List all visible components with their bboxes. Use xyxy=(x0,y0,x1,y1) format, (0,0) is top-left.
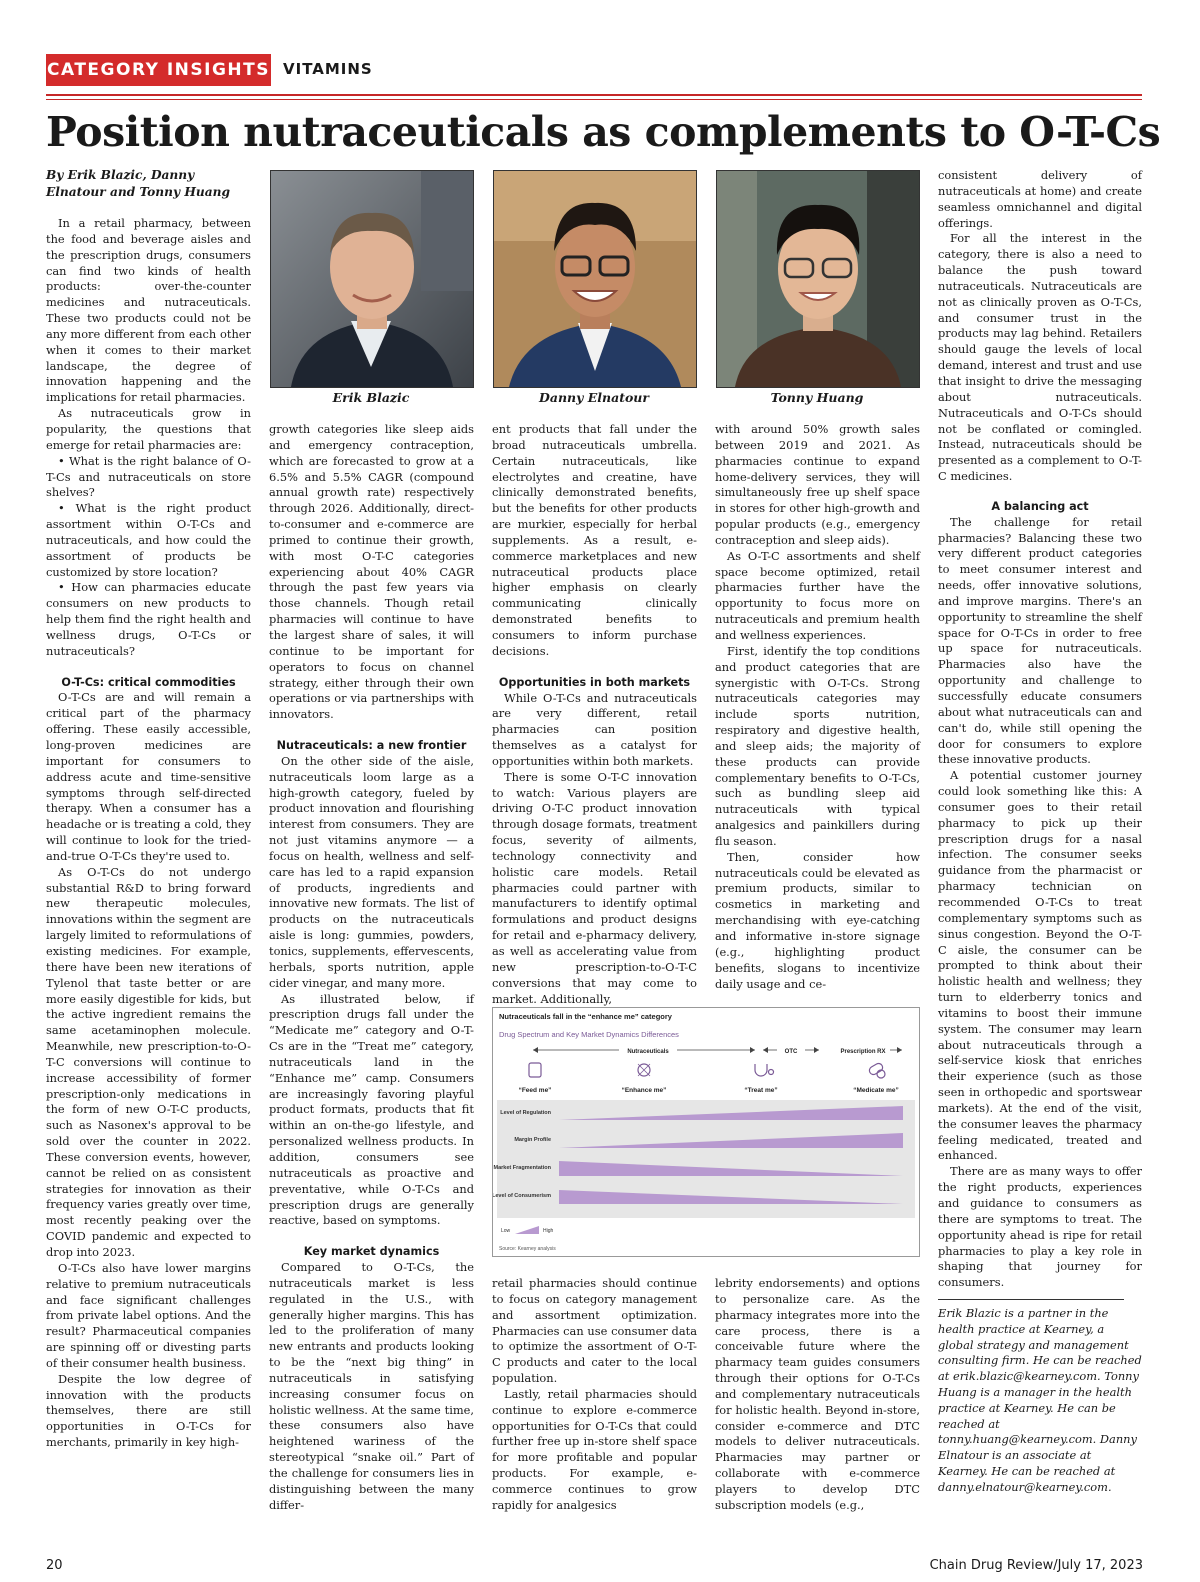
column-3 xyxy=(492,422,697,1007)
paragraph: consistent delivery of nutraceuticals at home) and create seamless omnichannel and digital offerings. xyxy=(938,168,1142,230)
subhead: Key market dynamics xyxy=(303,1245,440,1259)
row-label: Margin Profile xyxy=(514,1137,551,1143)
paragraph: While O-T-Cs and nutraceuticals are very different, retail pharmacies can position themselves as a catalyst for opportunities within both markets. xyxy=(492,690,697,768)
figure-chart xyxy=(492,1007,920,1257)
figure-subtitle: Drug Spectrum and Key Market Dynamics Differences xyxy=(499,1030,679,1039)
paragraph: As illustrated below, if prescription drugs fall under the “Medicate me” category and O-T-Cs are in the “Treat me” category, nutraceuticals land in the “Enhance me” camp. Consumers are increasingly favoring playful product formats, products that fit within an on-the-go lifestyle, and personalized wellness products. In addition, consumers see nutraceuticals as proactive and preventative, while O-T-Cs and prescription drugs are generally reactive, based on symptoms. xyxy=(269,991,474,1228)
spectrum-rx: Prescription RX xyxy=(840,1049,886,1055)
legend-wedge xyxy=(515,1226,539,1234)
subhead: Opportunities in both markets xyxy=(498,675,691,689)
treat-me-icon xyxy=(755,1064,774,1076)
subhead: O-T-Cs: critical commodities xyxy=(61,675,236,689)
stage-label: “Medicate me” xyxy=(853,1087,899,1094)
section-label: VITAMINS xyxy=(283,60,373,78)
spectrum-nutraceuticals: Nutraceuticals xyxy=(627,1049,669,1055)
bullet-item: • What is the right balance of O-T-Cs and nutraceuticals on store shelves? xyxy=(46,453,251,500)
stage-label: “Feed me” xyxy=(518,1087,552,1094)
paragraph: O-T-Cs also have lower margins relative to premium nutraceuticals and face significant challenges from private label options. And the result? Pharmaceutical companies are spinning off or divesting parts of their consumer health business. xyxy=(46,1260,251,1370)
photo-danny-elnatour xyxy=(493,170,697,388)
paragraph: O-T-Cs are and will remain a critical part of the pharmacy offering. These easily accessible, long-proven medicines are important for consumers to address acute and time-sensitive symptoms through self-directed therapy. When a consumer has a headache or is treating a cold, they will continue to look for the tried-and-true O-T-Cs they're used to. xyxy=(46,690,251,863)
paragraph: growth categories like sleep aids and emergency contraception, which are forecasted to grow at a 6.5% and 5.5% CAGR (compound annual growth rate) respectively through 2026. Additionally, direct-to-consumer and e-commerce are primed to continue their growth, with most O-T-C categories experiencing about 40% CAGR through the past few years via those channels. Though retail pharmacies will continue to have the largest share of sales, it will continue to be important for operators to focus on channel strategy, either through their own operations or via partnerships with innovators. xyxy=(269,422,474,722)
bio-rule xyxy=(938,1299,1124,1300)
row-label: Level of Consumerism xyxy=(493,1193,551,1199)
paragraph: There is some O-T-C innovation to watch: Various players are driving O-T-C product innovation through dosage formats, treatment focus, severity of ailments, technology connectivity and holistic care models. Retail pharmacies could partner with manufacturers to identify optimal formulations and product designs for retail and e-pharmacy delivery, as well as accelerating value from new prescription-to-O-T-C conversions that may come to market. Additionally, xyxy=(492,769,697,1006)
bullet-item: • How can pharmacies educate consumers on new products to help them find the right health and wellness drugs, O-T-Cs or nutraceuticals? xyxy=(46,580,251,658)
column-4-lower xyxy=(715,1276,920,1514)
column-1 xyxy=(46,216,251,1451)
paragraph: On the other side of the aisle, nutraceuticals loom large as a high-growth category, fueled by product innovation and flourishing interest from consumers. They are not just vitamins anymore — a focus on health, wellness and self-care has led to a rapid expansion of products, ingredients and innovative new formats. The list of products on the nutraceuticals aisle is long: gummies, powders, tonics, supplements, effervescents, herbals, sports nutrition, apple cider vinegar, and many more. xyxy=(269,753,474,990)
column-4 xyxy=(715,422,920,992)
paragraph: lebrity endorsements) and options to personalize care. As the pharmacy integrates more into the care process, there is a conceivable future where the pharmacy team guides consumers through their options for O-T-Cs and complementary nutraceuticals for holistic health. Beyond in-store, consider e-commerce and DTC models to deliver nutraceuticals. Pharmacies may partner or collaborate with e-commerce players to develop DTC subscription models (e.g., xyxy=(715,1276,920,1512)
subhead: Nutraceuticals: a new frontier xyxy=(276,739,467,753)
spectrum-otc: OTC xyxy=(784,1049,798,1055)
author-bio: Erik Blazic is a partner in the health practice at Kearney, a global strategy and management consulting firm. He can be reached at erik.blazic@kearney.com. Tonny Huang is a manager in the health practice at Kearney. He can be reached at tonny.huang@kearney.com. Danny Elnatour is an associate at Kearney. He can be reached at danny.elnatour@kearney.com. xyxy=(938,1306,1142,1494)
paragraph: As O-T-Cs do not undergo substantial R&D to bring forward new therapeutic molecules, innovations within the segment are largely limited to reformulations of existing medicines. For example, there have been new iterations of Tylenol that taste better or are more easily digestible for kids, but the active ingredient remains the same acetaminophen molecule. Meanwhile, new prescription-to-O-T-C conversions will continue to increase accessibility of former prescription-only medications in the form of new O-T-C products, such as Nasonex's approval to be sold over the counter in 2022. These conversion events, however, cannot be relied on as consistent strategies for innovation as their frequency varies greatly over time, most recently peaking over the COVID pandemic and expected to drop into 2023. xyxy=(46,864,251,1259)
paragraph: Despite the low degree of innovation with the products themselves, there are still opportunities in O-T-Cs for merchants, primarily in key high- xyxy=(46,1371,251,1450)
paragraph: A potential customer journey could look something like this: A consumer goes to their retail pharmacy to pick up their prescription drugs for a nasal infection. The consumer seeks guidance from the pharmacist or pharmacy technician on recommended O-T-Cs to treat complementary symptoms such as sinus congestion. Beyond the O-T-C aisle, the consumer can be prompted to think about their holistic health and wellness; they turn to elderberry tonics and vitamins to boost their immune system. The consumer may learn about nutraceuticals through a self-service kiosk that enriches their experience (such as those seen in orthopedic and sportswear markets). At the end of the visit, the consumer leaves the pharmacy feeling medicated, treated and enhanced. xyxy=(938,768,1142,1163)
legend-high: High xyxy=(543,1228,554,1234)
figure-source: Source: Kearney analysis xyxy=(499,1246,556,1252)
header-rule xyxy=(46,94,1142,96)
figure-svg xyxy=(493,1008,919,1256)
paragraph: with around 50% growth sales between 2019 and 2021. As pharmacies continue to expand home-delivery services, they will simultaneously free up shelf space in stores for other high-growth and popular products (e.g., emergency contraception and sleep aids). xyxy=(715,422,920,547)
subhead: A balancing act xyxy=(991,499,1089,513)
column-2 xyxy=(269,422,474,1514)
bullet-item: • What is the right product assortment within O-T-Cs and nutraceuticals, and how could the assortment of products be customized by store location? xyxy=(46,501,251,579)
byline: By Erik Blazic, Danny Elnatour and Tonny Huang xyxy=(46,168,230,199)
paragraph: Lastly, retail pharmacies should continue to explore e-commerce opportunities for O-T-Cs that could further free up in-store shelf space for more profitable and popular products. For example, e-commerce continues to grow rapidly for analgesics xyxy=(492,1386,697,1512)
column-5 xyxy=(938,168,1142,1496)
caption-tonny-huang: Tonny Huang xyxy=(770,390,864,405)
paragraph: The challenge for retail pharmacies? Balancing these two very different product categories to meet consumer interest and needs, offer innovative solutions, and improve margins. There's an opportunity to streamline the shelf space for O-T-Cs in order to free up space for nutraceuticals. Pharmacies also have the opportunity and challenge to successfully educate consumers about what nutraceuticals can and can't do, while still opening the door for consumers to explore these innovative products. xyxy=(938,514,1142,767)
paragraph: ent products that fall under the broad nutraceuticals umbrella. Certain nutraceuticals, like electrolytes and creatine, have clinically demonstrated benefits, but the benefits for other products are murkier, especially for herbal supplements. As a result, e-commerce marketplaces and new nutraceutical products place higher emphasis on clearly communicating clinically demonstrated benefits to consumers to inform purchase decisions. xyxy=(492,422,697,658)
feed-me-icon xyxy=(529,1063,541,1077)
paragraph: As O-T-C assortments and shelf space become optimized, retail pharmacies further have the opportunity to focus more on nutraceuticals and premium health and wellness experiences. xyxy=(715,548,920,642)
paragraph: As nutraceuticals grow in popularity, the questions that emerge for retail pharmacies are: xyxy=(46,406,251,452)
stage-label: “Treat me” xyxy=(744,1087,778,1094)
stage-label: “Enhance me” xyxy=(621,1087,667,1094)
photo-tonny-huang xyxy=(716,170,920,388)
caption-erik-blazic: Erik Blazic xyxy=(332,390,410,405)
legend-low: Low xyxy=(501,1228,511,1234)
caption-danny-elnatour: Danny Elnatour xyxy=(539,390,649,405)
paragraph: First, identify the top conditions and product categories that are synergistic with O-T-Cs. Strong nutraceuticals categories may include sports nutrition, respiratory and digestive health, and sleep aids; the majority of these products can provide complementary benefits to O-T-Cs, such as bundling sleep aid nutraceuticals with typical analgesics and painkillers during flu season. xyxy=(715,643,920,848)
row-label: Level of Regulation xyxy=(500,1110,551,1116)
paragraph: Then, consider how nutraceuticals could be elevated as premium products, similar to cosmetics in marketing and merchandising with eye-catching and informative in-store signage (e.g., highlighting product benefits, slogans to incentivize daily usage and ce- xyxy=(715,849,920,991)
enhance-me-icon xyxy=(638,1064,650,1076)
paragraph: retail pharmacies should continue to focus on category management and assortment optimization. Pharmacies can use consumer data to optimize the assortment of O-T-C products and cater to the local population. xyxy=(492,1276,697,1386)
column-3-lower xyxy=(492,1276,697,1514)
header-rule-thin xyxy=(46,99,1142,100)
paragraph: Compared to O-T-Cs, the nutraceuticals market is less regulated in the U.S., with generally higher margins. This has led to the proliferation of many new entrants and products looking to be the “next big thing” in nutraceuticals in satisfying increasing consumer focus on holistic wellness. At the same time, these consumers also have heightened wariness of the stereotypical “snake oil.” Part of the challenge for consumers lies in distinguishing between the many differ- xyxy=(269,1260,474,1512)
medicate-me-icon xyxy=(868,1062,885,1078)
photo-erik-blazic xyxy=(270,170,474,388)
paragraph: For all the interest in the category, there is also a need to balance the push toward nutraceuticals. Nutraceuticals are not as clinically proven as O-T-Cs, and consumer trust in the products may lag behind. Retailers should gauge the levels of local demand, interest and trust and use that insight to drive the messaging about nutraceuticals. Nutraceuticals and O-T-Cs should not be conflated or comingled. Instead, nutraceuticals should be presented as a complement to O-T-C medicines. xyxy=(938,231,1142,484)
figure-title: Nutraceuticals fall in the “enhance me” category xyxy=(499,1012,672,1021)
row-label: Market Fragmentation xyxy=(493,1165,551,1171)
page-number: 20 xyxy=(46,1558,63,1573)
publication-info: Chain Drug Review/July 17, 2023 xyxy=(929,1558,1143,1573)
paragraph: There are as many ways to offer the right products, experiences and guidance to consumers as there are symptoms to treat. The opportunity ahead is ripe for retail pharmacies to play a key role in shaping that journey for consumers. xyxy=(938,1164,1142,1290)
headline: Position nutraceuticals as complements to O-T-Cs xyxy=(46,108,1161,156)
paragraph: In a retail pharmacy, between the food and beverage aisles and the prescription drugs, consumers can find two kinds of health products: over-the-counter medicines and nutraceuticals. These two products could not be any more different from each other when it comes to their market landscape, the degree of innovation happening and the implications for retail pharmacies. xyxy=(46,216,251,405)
category-tag: CATEGORY INSIGHTS xyxy=(46,54,271,86)
